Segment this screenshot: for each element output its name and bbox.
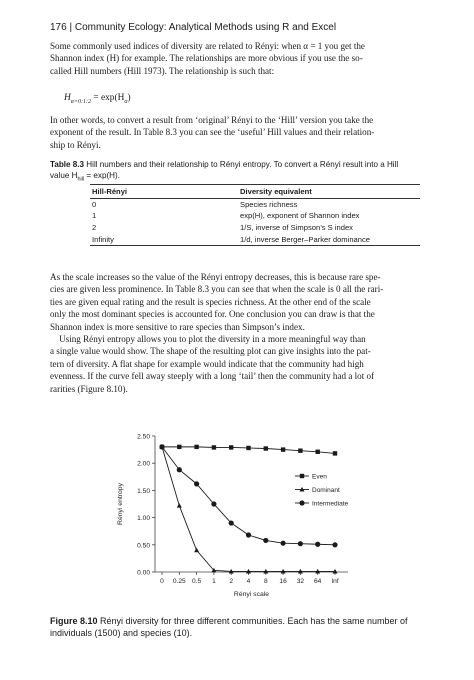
paragraph-conversion <box>50 114 422 151</box>
data-point-dominant <box>177 503 182 508</box>
table-row <box>90 234 420 246</box>
table-row <box>90 211 420 223</box>
header-separator: | <box>69 22 73 33</box>
data-point-intermediate <box>332 542 337 547</box>
column-header: Diversity equivalent <box>238 185 420 199</box>
x-tick-label: 32 <box>296 578 305 585</box>
text-line: ties are given equal rating and the result is species richness. At the other end of the scale <box>50 296 371 307</box>
y-axis-label: Rényi entropy <box>117 483 124 525</box>
table-row <box>90 199 420 211</box>
data-point-intermediate <box>159 444 164 449</box>
text-line: As the scale increases so the value of the Rényi entropy decreases, this is because rare spe- <box>50 272 381 282</box>
text-line: only the most dominant species is accounted for. One conclusion you can draw is that the <box>50 309 375 320</box>
data-point-intermediate <box>281 541 286 546</box>
table-header-row <box>90 185 420 199</box>
hill-formula <box>64 93 131 105</box>
x-tick-label: 0.5 <box>192 578 202 585</box>
text-line: rarities (Figure 8.10). <box>50 383 128 394</box>
data-point-intermediate <box>194 481 199 486</box>
figure-caption-text: Rényi diversity for three different communities. Each has the same number of <box>97 616 408 626</box>
text-line: a single value would show. The shape of the resulting plot can give insights into the pat- <box>50 346 371 357</box>
series-line-intermediate <box>162 447 335 545</box>
table-label: Table 8.3 <box>50 160 85 169</box>
legend-label: Even <box>312 473 327 481</box>
figure-caption <box>50 616 422 639</box>
text-line: evenness. If the curve fell away steeply with a long ‘tail’ then the community had a lot of <box>50 371 375 382</box>
table-row <box>90 222 420 234</box>
legend-marker <box>300 474 304 478</box>
table-cell: 1/S, inverse of Simpson’s S index <box>240 222 353 232</box>
formula-rhs-subscript: α <box>124 98 128 105</box>
data-point-even <box>333 451 337 455</box>
text-line: exponent of the result. In Table 8.3 you can see the ‘useful’ Hill values and their relation- <box>50 127 375 138</box>
table-cell: Species richness <box>240 199 298 209</box>
renyi-chart <box>105 424 375 611</box>
running-header <box>50 22 336 33</box>
data-point-dominant <box>194 548 199 553</box>
formula-rhs: = exp(H <box>90 93 125 103</box>
y-tick-label: 2.00 <box>137 460 150 468</box>
hill-renyi-table <box>90 184 420 246</box>
table-cell: 1/d, inverse Berger–Parker dominance <box>238 234 420 246</box>
text-line: cies are given less prominence. In Table 8.3 you can see that when the scale is 0 all the rari- <box>50 284 384 295</box>
x-tick-label: 0.25 <box>172 578 186 585</box>
text-line: ship to Rényi. <box>50 139 101 150</box>
text-line: Shannon index is more sensitive to rare species than Simpson’s index. <box>50 321 305 332</box>
figure-caption-text: individuals (1500) and species (10). <box>50 627 193 638</box>
data-point-even <box>298 448 302 452</box>
table-cell: Infinity <box>90 234 238 246</box>
text-line: called Hill numbers (Hill 1973). The relationship is such that: <box>50 65 275 76</box>
legend-marker <box>299 500 304 505</box>
x-tick-label: 2 <box>229 578 234 585</box>
y-tick-label: 2.50 <box>137 433 150 441</box>
table-caption <box>50 160 422 185</box>
data-point-even <box>177 445 181 449</box>
figure-label: Figure 8.10 <box>50 616 98 626</box>
x-tick-label: 8 <box>263 578 268 585</box>
data-point-intermediate <box>177 467 182 472</box>
data-point-intermediate <box>211 501 216 506</box>
y-tick-label: 1.00 <box>137 515 150 523</box>
column-header: Hill-Rényi <box>90 185 238 199</box>
table-cell: 0 <box>92 199 97 209</box>
x-tick-label: 1 <box>212 578 216 585</box>
data-point-even <box>194 445 198 449</box>
table-cell: 2 <box>92 222 97 232</box>
y-tick-label: 0.50 <box>137 542 150 550</box>
text-line: tern of diversity. A flat shape for example would indicate that the community had high <box>50 358 364 369</box>
legend-label: Intermediate <box>312 500 349 508</box>
data-point-intermediate <box>298 541 303 546</box>
text-line: Some commonly used indices of diversity are related to Rényi: when α = 1 you get the <box>50 41 365 51</box>
page-number: 176 <box>50 22 67 33</box>
data-point-even <box>281 447 285 451</box>
y-tick-label: 0.00 <box>137 569 150 577</box>
x-tick-label: 64 <box>314 578 322 585</box>
table-caption-text: = exp(H). <box>84 170 120 180</box>
data-point-intermediate <box>315 542 320 547</box>
data-point-intermediate <box>263 538 268 543</box>
legend-label: Dominant <box>312 486 340 494</box>
data-point-intermediate <box>246 532 251 537</box>
table-caption-text: value H <box>50 170 78 180</box>
x-axis-label: Rényi scale <box>233 591 270 598</box>
data-point-even <box>264 446 268 450</box>
x-tick-label: Inf <box>331 578 339 585</box>
data-point-intermediate <box>229 520 234 525</box>
x-tick-label: 0 <box>160 578 164 585</box>
text-line: In other words, to convert a result from ‘original’ Rényi to the ‘Hill’ version you take the <box>50 115 374 125</box>
running-title: Community Ecology: Analytical Methods using R and Excel <box>74 22 337 33</box>
data-point-even <box>212 445 216 449</box>
renyi-chart-svg <box>105 424 375 606</box>
formula-lhs: H <box>64 93 71 103</box>
table-caption-subscript: hill <box>77 176 85 183</box>
data-point-even <box>316 450 320 454</box>
formula-lhs-subscript: α=0:1:2 <box>70 98 91 105</box>
formula-close: ) <box>127 93 131 103</box>
text-line: Shannon index (H) for example. The relationships are more obvious if you use the so- <box>50 53 363 64</box>
x-tick-label: 16 <box>279 578 287 585</box>
x-tick-label: 4 <box>246 578 251 585</box>
y-tick-label: 1.50 <box>137 487 150 495</box>
text-line: Using Rényi entropy allows you to plot the diversity in a more meaningful way than <box>50 334 366 345</box>
paragraph-intro <box>50 40 422 77</box>
series-line-dominant <box>162 447 335 572</box>
data-point-even <box>246 446 250 450</box>
table-cell: exp(H), exponent of Shannon index <box>240 211 360 221</box>
paragraph-discussion <box>50 271 422 395</box>
table-caption-text: Hill numbers and their relationship to Rényi entropy. To convert a Rényi result into a Hill <box>84 160 399 169</box>
table-cell: 1 <box>92 211 97 221</box>
data-point-even <box>229 445 233 449</box>
